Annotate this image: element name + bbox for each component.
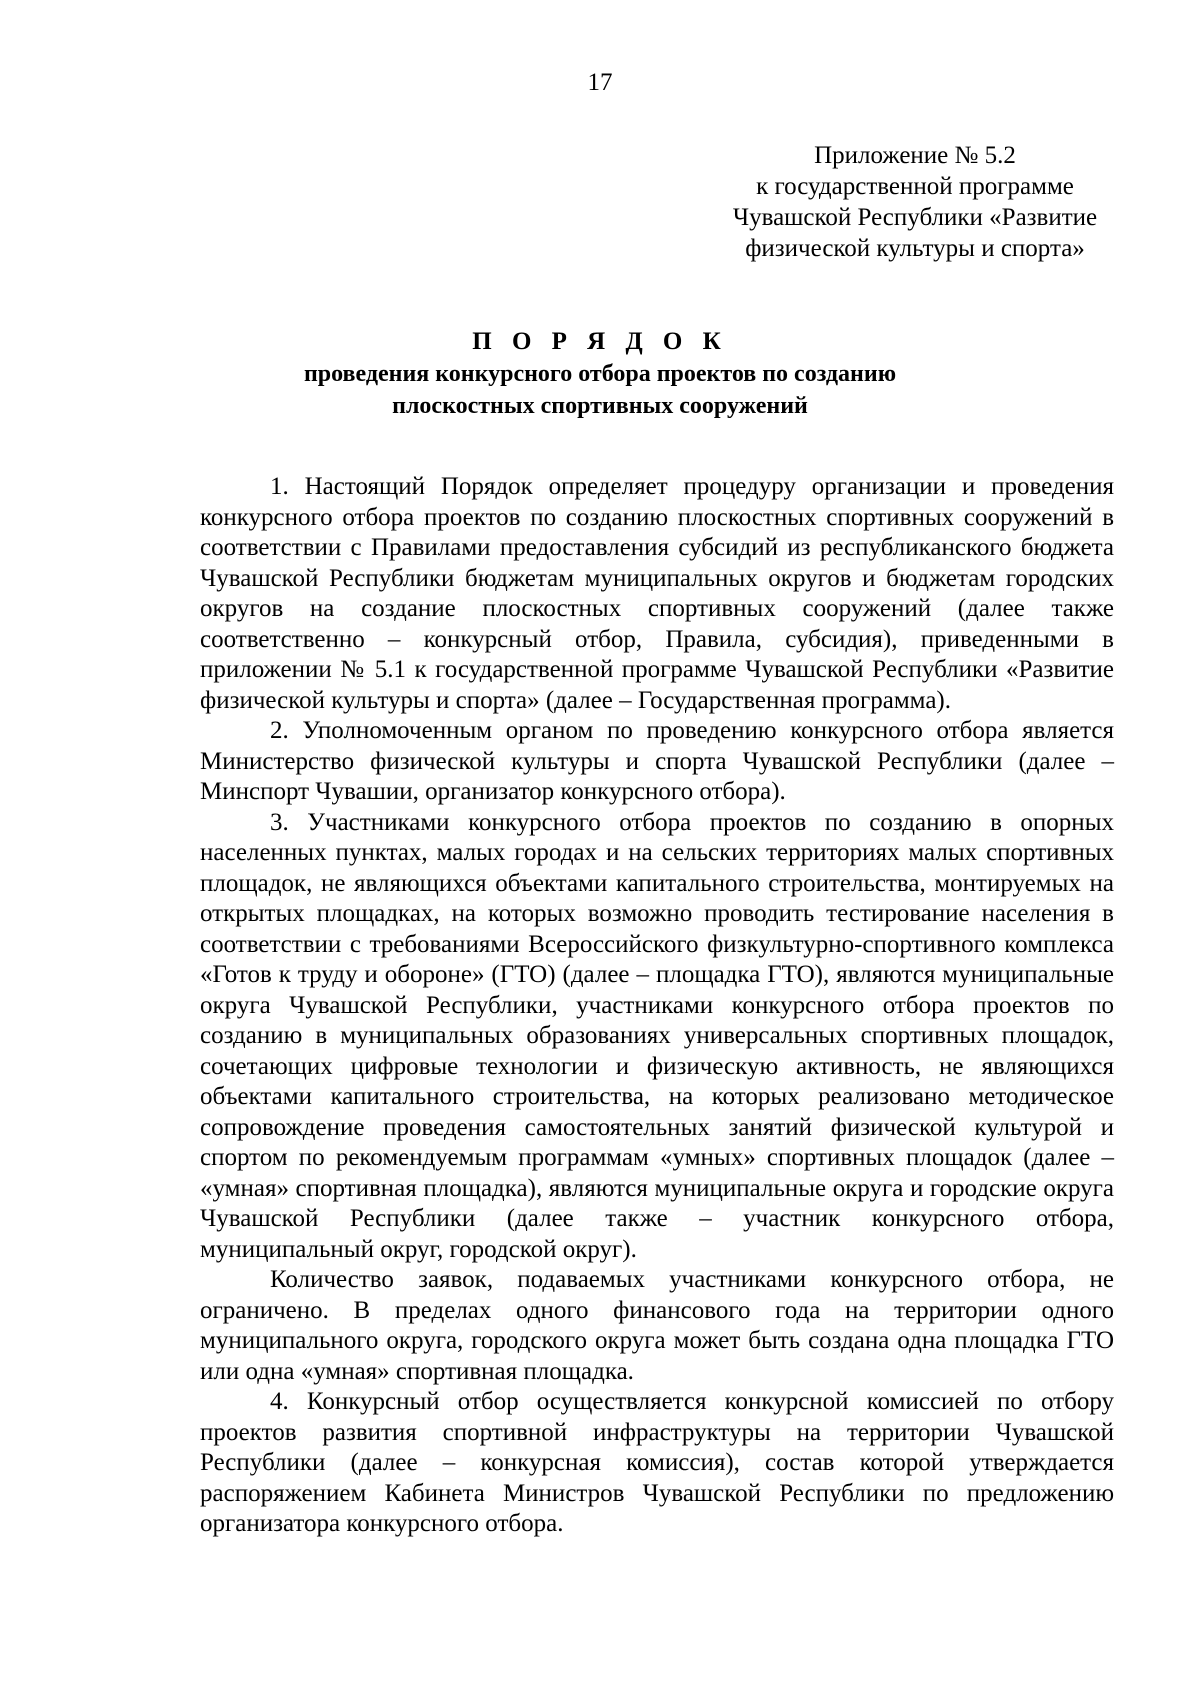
- appendix-line: физической культуры и спорта»: [745, 235, 1085, 262]
- document-subtitle-line: проведения конкурсного отбора проектов по созданию: [303, 361, 897, 387]
- appendix-line: к государственной программе: [756, 173, 1074, 200]
- appendix-line: Приложение № 5.2: [814, 142, 1016, 169]
- paragraph-1: 1. Настоящий Порядок определяет процедуру организации и проведения конкурсного отбора проектов по созданию плоскостных спортивных сооружений в соответствии с Правилами предоставления субсидий из республиканского бюджета Чувашской Республики бюджетам муниципальных округов и бюджетам городских округов на создание плоскостных спортивных сооружений (далее также соответственно – конкурсный отбор, Правила, субсидия), приведенными в приложении № 5.1 к государственной программе Чувашской Республики «Развитие физической культуры и спорта» (далее – Государственная программа).: [200, 473, 1114, 714]
- document-body: [200, 472, 1114, 1540]
- paragraph-4: 4. Конкурсный отбор осуществляется конкурсной комиссией по отбору проектов развития спортивной инфраструктуры на территории Чувашской Республики (далее – конкурсная комиссия), состав которой утверждается распоряжением Кабинета Министров Чувашской Республики по предложению организатора конкурсного отбора.: [200, 1388, 1114, 1537]
- document-title: П О Р Я Д О К: [472, 328, 728, 355]
- paragraph-2: 2. Уполномоченным органом по проведению конкурсного отбора является Министерство физической культуры и спорта Чувашской Республики (далее – Минспорт Чувашии, организатор конкурсного отбора).: [200, 717, 1114, 805]
- appendix-line: Чувашской Республики «Развитие: [732, 204, 1098, 231]
- paragraph-3-continued: Количество заявок, подаваемых участниками конкурсного отбора, не ограничено. В пределах одного финансового года на территории одного муниципального округа, городского округа может быть создана одна площадка ГТО или одна «умная» спортивная площадка.: [200, 1266, 1114, 1385]
- document-heading: [0, 325, 1200, 422]
- document-subtitle-line: плоскостных спортивных сооружений: [392, 393, 808, 419]
- page-number: 17: [587, 69, 613, 96]
- paragraph-3: 3. Участниками конкурсного отбора проектов по созданию в опорных населенных пунктах, малых городах и на сельских территориях малых спортивных площадок, не являющихся объектами капитального строительства, монтируемых на открытых площадках, на которых возможно проводить тестирование населения в соответствии с требованиями Всероссийского физкультурно-спортивного комплекса «Готов к труду и обороне» (ГТО) (далее – площадка ГТО), являются муниципальные округа Чувашской Республики, участниками конкурсного отбора проектов по созданию в муниципальных образованиях универсальных спортивных площадок, сочетающих цифровые технологии и физическую активность, не являющихся объектами капитального строительства, на которых реализовано методическое сопровождение проведения самостоятельных занятий физической культурой и спортом по рекомендуемым программам «умных» спортивных площадок (далее – «умная» спортивная площадка), являются муниципальные округа и городские округа Чувашской Республики (далее также – участник конкурсного отбора, муниципальный округ, городской округ).: [200, 808, 1114, 1263]
- appendix-reference: [680, 140, 1150, 264]
